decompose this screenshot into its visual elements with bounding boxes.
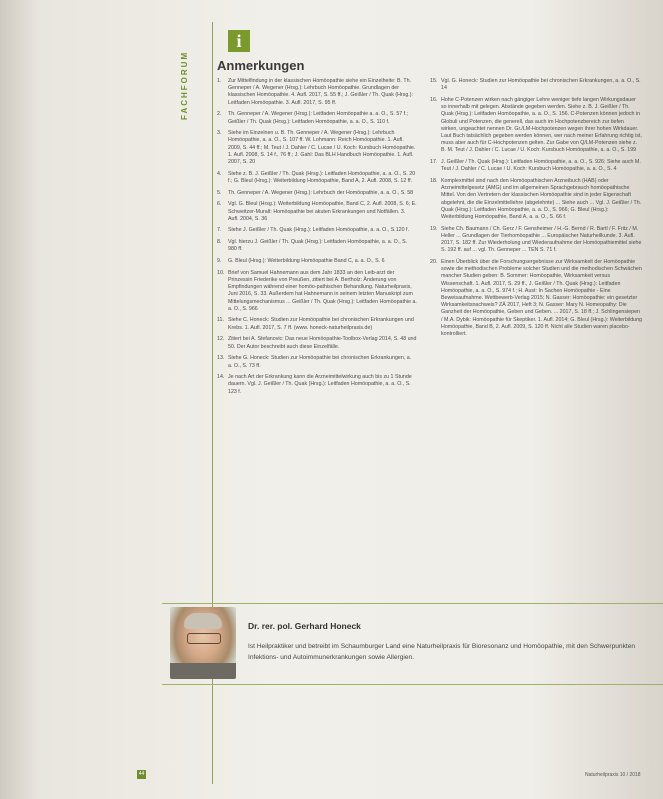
note-text: Zur Mittelfindung in der klassischen Homöopathie siehe ein Einzelheite: B. Th. Genneper / A. Wegener (Hrsg.): Lehrbuch Homöopathie. Grundlagen der klassischen Homöopathie. 4. Aufl. 2017, S. 55 ff.; J. Geißler / Th. Quak (Hrsg.): Leitfaden Homöopathie. 3. Aufl. 2017, S. 95 ff.	[228, 78, 413, 106]
note-text: Einen Überblick über die Forschungsergebnisse zur Wirksamkeit der Homöopathie sowie die methodischen Probleme solcher Studien und die methodischen Schwächen mancher Studien geben: B. Sommer: Homöopathie, Wirksamkeit versus Wissenschaft. 1. Aufl. 2017, S. 29 ff., J. Geißler / Th. Quak (Hrsg.): Leitfaden Homöopathie, a. a. O., S. 974 f.; H. Aust: In Sachen Homöopathie - Eine Beweisaufnahme. Wettbewerb-Verlag 2015; N. Gasser: Homöopathie: ein gesetzter Wirksamkeitsnachweis? ZÄ 2017, Heft 3; N. Gasser: Mary N. Homeopathy: Die Ganzheit der Homöopathie, Geben und Geben. ... 2017, S. 18 ff.; J. Schlingensiepen / M.A. Dybik: Homöopathie für Skeptiker. 1. Aufl. 2014; G. Bleul (Hrsg.): Weiterbildung Homöopathie, Band B, 2. Aufl. 2009, S. 120 ff. Nicht alle Studien waren placebo-kontrolliert.	[441, 258, 642, 337]
note-text: Siehe im Einzelnen u. B. Th. Genneper / A. Wegener (Hrsg.): Lehrbuch Homöopathie, a. a. O., S. 107 ff. W. Lohmann: Reich Homöopathie. 1. Aufl. 2009, S. 44 ff.; M. Teut / J. Dahler / C. Lucae / U. Koch: Kursbuch Homöopathie. 1. Aufl. 2008, S. 14 f., 76 ff.; J. Gahl: Das BLH Handbuch Homöopathie. 1. Aufl. 2007, S. 20	[228, 130, 416, 166]
note-item	[217, 270, 417, 313]
note-number: 19.	[430, 225, 438, 232]
note-number: 8.	[217, 239, 222, 246]
section-label: FACHFORUM	[180, 50, 189, 120]
note-text: Vgl. hierzu J. Geißler / Th. Quak (Hrsg.): Leitfaden Homöopathie, a. a. O., S. 980 ff.	[228, 239, 408, 253]
note-text: J. Geißler / Th. Quak (Hrsg.): Leitfaden Homöopathie, a. a. O., S. 926; Siehe auch M. Teut / J. Dahler / C. Lucae / U. Koch: Kursbuch Homöopathie, a. a. O., S. 4	[441, 159, 641, 173]
note-text: Siehe J. Geißler / Th. Quak (Hrsg.): Leitfaden Homöopathie, a. a. O., S.120 f.	[228, 227, 409, 234]
note-number: 1.	[217, 78, 222, 84]
note-item	[217, 317, 417, 331]
note-item	[430, 97, 642, 155]
note-item	[217, 111, 417, 125]
note-text: Zitiert bei A. Stefanovic: Das neue Homöopathie-Toolbox-Verlag 2014, S. 48 und 50. Der Autor beschreibt auch diese Einzelfälle.	[228, 336, 417, 350]
note-item	[430, 78, 642, 92]
author-name: Dr. rer. pol. Gerhard Honeck	[248, 621, 361, 631]
note-item	[430, 226, 642, 255]
note-item	[217, 336, 417, 350]
note-number: 10.	[217, 269, 225, 276]
notes-heading: Anmerkungen	[217, 58, 305, 73]
note-number: 4.	[217, 170, 222, 177]
note-text: Hohe C-Potenzen wirken nach gängiger Lehre weniger tiefe langen Wirkungsdauer so innerhalb mit gelegen. Abstände gegeben werden. Siehe z. B. J. Geißler / Th. Quak (Hrsg.): Leitfaden Homöopathie, a. a. O., S. 156. C-Potenzen können jedoch in Globuli und Potenzen, die generell, das auch im Hochpotenzbereich zur tiefen wirken, ungeachtet nennen Dr. Gr./LM-Hochpotenzen wegen ihrer hohen Wirkdauer. Laut Buch tatsächlich gegeben werden können, wer nach meiner Erfahrung richtig ist, muss aber auch für C-Hochpotenzen gelten. Zur Gabe von Q/LM-Potenzen siehe z. B. M. Teut / J. Dahler / C. Lucae / U. Koch: Kursbuch Homöopathie, a. a. O., S. 199	[441, 96, 642, 154]
note-number: 13.	[217, 355, 225, 362]
note-text: Siehe Ch. Baumann / Ch. Gerz / F. Gensheimer / H.-G. Bernd / R. Bartl / F. Fritz / M. Heller ... Grundlagen der Tierhomöopathie ... Europäischer Naturheilkunde. 3. Aufl. 2017, S. 182 ff. Zur Wiederholung und Wiederaufnahme der Homöopathiemittel siehe S. 192 ff. auf ... vgl. Th. Genneper ... TEN S. 71 f.	[441, 225, 642, 254]
note-item	[217, 130, 417, 166]
note-number: 17.	[430, 159, 438, 166]
footer-journal: Naturheilpraxis 10 / 2018	[585, 772, 641, 778]
note-text: Vgl. G. Honeck: Studien zur Homöopathie bei chronischen Erkrankungen, a. a. O., S. 14	[441, 78, 641, 92]
info-icon: i	[228, 30, 250, 52]
note-text: Th. Genneper / A. Wegener (Hrsg.): Leitfaden Homöopathie a. a. O., S. 57 f.; Geißler / Th. Quak (Hrsg.): Leitfaden Homöopathie, a. a. O., S. 110 f.	[228, 111, 409, 125]
note-item	[217, 227, 417, 234]
note-number: 15.	[430, 78, 438, 84]
note-number: 12.	[217, 336, 225, 343]
note-text: G. Bleul (Hrsg.): Weiterbildung Homöopathie Band C, a. a. O., S. 6	[228, 258, 385, 265]
note-number: 2.	[217, 111, 222, 118]
author-photo-hair	[184, 613, 222, 629]
notes-column-right	[430, 78, 642, 343]
note-number: 11.	[217, 317, 224, 324]
note-text: Siehe z. B. J. Geißler / Th. Quak (Hrsg.): Leitfaden Homöopathie, a. a. O., S. 20 f.; G. Bleul (Hrsg.): Weiterbildung Homöopathie, Band A, 2. Aufl. 2008, S. 12 ff.	[228, 170, 416, 184]
note-text: Th. Genneper / A. Wegener (Hrsg.): Lehrbuch der Homöopathie, a. a. O., S. 58	[228, 189, 414, 196]
author-bio: Ist Heilpraktiker und betreibt im Schaumburger Land eine Naturheilpraxis für Bioresonanz und Homöopathie, mit den Schwerpunkten Infektions- und Autoimmunerkrankungen sowie Allergien.	[248, 643, 636, 661]
note-item	[217, 78, 417, 107]
note-number: 9.	[217, 258, 222, 265]
notes-column-left	[217, 78, 417, 400]
note-number: 18.	[430, 177, 438, 184]
note-number: 5.	[217, 189, 222, 196]
note-item	[217, 171, 417, 185]
note-item	[430, 259, 642, 338]
note-text: Siehe C. Honeck: Studien zur Homöopathie bei chronischen Erkrankungen und Krebs. 1. Aufl. 2017, S. 7 ff. (www. honeck-naturheilpraxis.de)	[228, 317, 414, 331]
note-number: 14.	[217, 374, 225, 381]
note-number: 7.	[217, 227, 222, 234]
note-number: 6.	[217, 201, 222, 208]
note-text: Je nach Art der Erkrankung kann die Arzneimittelwirkung auch bis zu 1 Stunde dauern. Vgl. J. Geißler / Th. Quak (Hrsg.): Leitfaden Homöopathie, a. a. O., S. 123 f.	[228, 374, 412, 395]
note-item	[217, 190, 417, 197]
note-item	[430, 159, 642, 173]
note-text: Komplexmittel sind nach den Homöopathischen Arzneibuch (HAB) oder Arzneimittelgesetz (AMG) und im allgemeinen Sprachgebrauch homöopathische Mittel. Von den Vertretern der klassischen Homöopathie sind in jeder Eigenschaft abgelehnt, die die Einzelmittellehre (abgelehnte) ... Siehe auch ... Vgl. J. Geißler / Th. Quak (Hrsg.): Leitfaden Homöopathie, a. a. O., S. 966; G. Bleul (Hrsg.): Weiterbildung Homöopathie, Band A, a. a. O., S. 66 f.	[441, 177, 642, 220]
author-photo	[170, 607, 236, 679]
note-text: Vgl. G. Bleul (Hrsg.): Weiterbildung Homöopathie, Band C, 2. Aufl. 2008, S. 6; E. Schweitzer-Muralt: Homöopathie bei akuten Erkrankungen und Notfällen. 3. Aufl. 2004, S. 36	[228, 201, 417, 222]
author-photo-shirt	[170, 663, 236, 679]
page-number: 44	[138, 771, 145, 777]
note-item	[217, 355, 417, 369]
note-item	[217, 201, 417, 223]
note-number: 3.	[217, 130, 222, 137]
note-text: Brief von Samuel Hahnemann aus dem Jahr 1833 an den Leib-arzt der Prinzessin Friederike von Preußen, zitiert bei A. Bertholz: Änderung von Empfindungen während einer homöo-pathischen Behandlung. Naturheilpraxis, Juni 2016, S. 33. Außerdem hat Hahnemann in seinem letzten Manuskript zum Mittelungsmechanismus ... Geißler / Th. Quak (Hrsg.): Leitfaden Homöopathie a. a. O., S. 966	[228, 269, 417, 312]
note-text: Siehe G. Honeck: Studien zur Homöopathie bei chronischen Erkrankungen, a. a. O., S. 73 ff.	[228, 355, 412, 369]
note-item	[217, 239, 417, 253]
note-item	[217, 374, 417, 396]
note-item	[430, 178, 642, 221]
author-photo-glasses	[187, 633, 221, 644]
note-number: 20.	[430, 258, 438, 265]
note-number: 16.	[430, 96, 438, 103]
note-item	[217, 258, 417, 265]
